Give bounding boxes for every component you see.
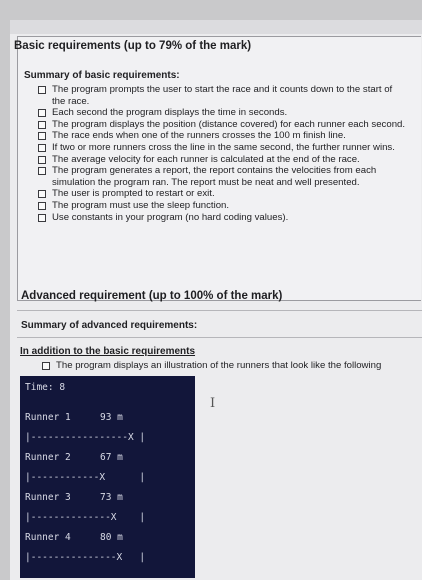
empty-checkbox-icon <box>38 132 46 140</box>
list-item <box>38 130 408 142</box>
runner-label: Runner 2 <box>25 452 71 463</box>
list-item <box>38 212 408 224</box>
section-divider <box>17 337 422 338</box>
advanced-summary-heading: Summary of advanced requirements: <box>21 320 198 331</box>
list-item <box>38 165 408 188</box>
requirement-text: If two or more runners cross the line in the same second, the further runner wins. <box>52 141 395 153</box>
basic-requirements-list <box>38 84 408 223</box>
requirement-text: Use constants in your program (no hard coding values). <box>52 211 289 223</box>
runner-track: |------------X | <box>25 472 146 483</box>
requirement-text: The user is prompted to restart or exit. <box>52 188 215 200</box>
runner-track: |-----------------X | <box>25 432 146 443</box>
list-item <box>38 200 408 212</box>
terminal-output <box>20 376 195 578</box>
runner-label: Runner 1 <box>25 412 71 423</box>
runner-track: |---------------X | <box>25 552 146 563</box>
empty-checkbox-icon <box>38 156 46 164</box>
runner-distance: 67 m <box>100 452 123 463</box>
requirement-text: The program must use the sleep function. <box>52 199 230 211</box>
text-cursor-icon: I <box>210 396 216 411</box>
runner-label: Runner 4 <box>25 532 71 543</box>
runner-track: |--------------X | <box>25 512 146 523</box>
runner-distance: 73 m <box>100 492 123 503</box>
runner-label: Runner 3 <box>25 492 71 503</box>
empty-checkbox-icon <box>38 202 46 210</box>
empty-checkbox-icon <box>38 214 46 222</box>
list-item <box>38 119 408 131</box>
time-readout: Time: 8 <box>25 382 66 393</box>
list-item <box>38 154 408 166</box>
list-item <box>38 142 408 154</box>
empty-checkbox-icon <box>38 86 46 94</box>
requirement-text: The program displays an illustration of the runners that look like the following <box>56 360 382 371</box>
empty-checkbox-icon <box>38 190 46 198</box>
empty-checkbox-icon <box>38 109 46 117</box>
empty-checkbox-icon <box>42 362 50 370</box>
section-divider <box>17 310 422 311</box>
empty-checkbox-icon <box>38 121 46 129</box>
requirement-text: The average velocity for each runner is calculated at the end of the race. <box>52 153 360 165</box>
requirement-text: Each second the program displays the time in seconds. <box>52 107 288 119</box>
list-item <box>42 360 381 371</box>
advanced-requirement-heading: Advanced requirement (up to 100% of the mark) <box>21 290 283 302</box>
runner-distance: 93 m <box>100 412 123 423</box>
requirement-text: The program generates a report, the report contains the velocities from each simulation the program ran. The report must be neat and well presented. <box>52 165 377 188</box>
page-top-band <box>10 20 422 34</box>
in-addition-heading: In addition to the basic requirements <box>20 346 196 357</box>
requirement-text: The race ends when one of the runners crosses the 100 m finish line. <box>52 130 346 142</box>
basic-summary-heading: Summary of basic requirements: <box>24 70 180 81</box>
empty-checkbox-icon <box>38 144 46 152</box>
list-item <box>38 84 408 107</box>
list-item <box>38 107 408 119</box>
basic-requirements-heading: Basic requirements (up to 79% of the mark) <box>14 40 252 52</box>
list-item <box>38 188 408 200</box>
requirement-text: The program prompts the user to start the race and it counts down to the start of the race. <box>52 84 393 107</box>
empty-checkbox-icon <box>38 167 46 175</box>
requirement-text: The program displays the position (distance covered) for each runner each second. <box>52 118 406 130</box>
runner-distance: 80 m <box>100 532 123 543</box>
